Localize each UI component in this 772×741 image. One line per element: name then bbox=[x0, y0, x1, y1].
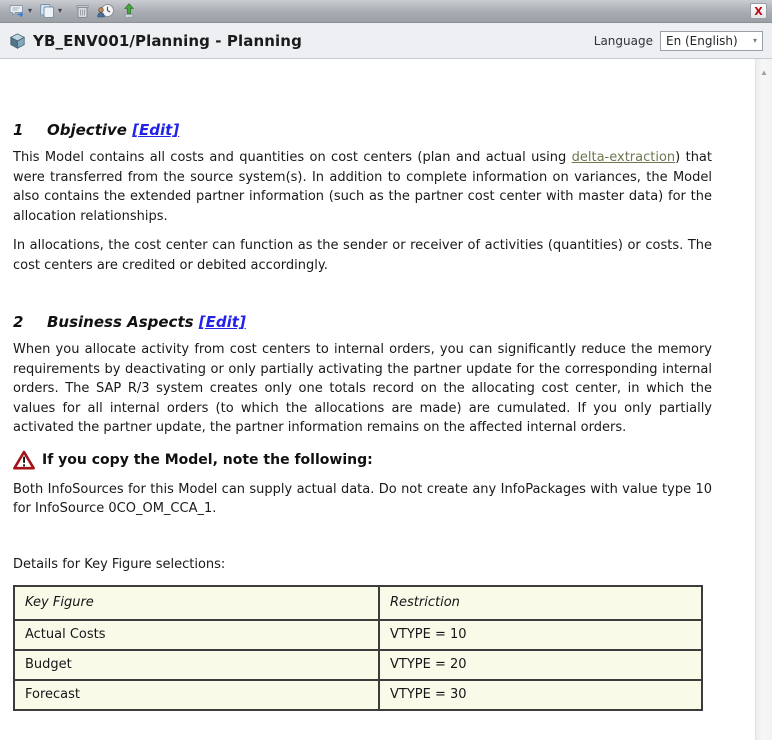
model-cube-icon bbox=[9, 33, 26, 49]
section-2-heading bbox=[13, 313, 712, 331]
copy-dropdown-caret-icon[interactable]: ▾ bbox=[58, 6, 63, 15]
language-select[interactable] bbox=[660, 31, 763, 51]
key-figure-table bbox=[13, 585, 703, 711]
column-header-restriction: Restriction bbox=[379, 586, 702, 620]
table-row bbox=[14, 650, 702, 680]
table-cell: VTYPE = 10 bbox=[379, 620, 702, 650]
section-2-edit-link[interactable]: [Edit] bbox=[198, 313, 246, 331]
section-1-heading bbox=[13, 121, 712, 139]
table-header-row bbox=[14, 586, 702, 620]
publish-button[interactable] bbox=[119, 1, 139, 21]
publish-icon bbox=[121, 3, 137, 19]
page-title: YB_ENV001/Planning - Planning bbox=[33, 31, 302, 50]
scroll-up-button[interactable]: ▲ bbox=[756, 64, 772, 81]
warning-body: Both InfoSources for this Model can supply actual data. Do not create any InfoPackages with value type 10 for InfoSource 0CO_OM_CCA_1. bbox=[13, 481, 712, 516]
warning-triangle-icon bbox=[13, 450, 35, 470]
warning-heading bbox=[13, 450, 712, 470]
column-header-key-figure: Key Figure bbox=[14, 586, 379, 620]
table-row bbox=[14, 680, 702, 710]
section-2-number: 2 bbox=[13, 313, 24, 331]
table-caption: Details for Key Figure selections: bbox=[13, 556, 226, 572]
table-row bbox=[14, 620, 702, 650]
comment-dropdown-caret-icon[interactable]: ▾ bbox=[28, 6, 33, 15]
language-label: Language bbox=[593, 33, 653, 48]
table-cell: Actual Costs bbox=[14, 620, 379, 650]
language-value: En (English) bbox=[666, 33, 738, 48]
toolbar bbox=[0, 0, 772, 23]
header bbox=[0, 23, 772, 59]
warning-heading-text: If you copy the Model, note the following: bbox=[42, 451, 373, 468]
delta-extraction-link[interactable]: delta-extraction bbox=[571, 150, 676, 165]
table-cell: Forecast bbox=[14, 680, 379, 710]
delete-button[interactable] bbox=[73, 1, 92, 21]
section-2-title: Business Aspects bbox=[47, 313, 194, 331]
user-clock-icon bbox=[96, 3, 115, 19]
section-1-number: 1 bbox=[13, 121, 24, 139]
comment-icon bbox=[8, 3, 25, 19]
table-cell: VTYPE = 30 bbox=[379, 680, 702, 710]
vertical-scrollbar[interactable] bbox=[755, 59, 772, 740]
comment-button[interactable] bbox=[6, 1, 27, 21]
table-cell: VTYPE = 20 bbox=[379, 650, 702, 680]
paragraph-text: ) that were transferred from the source system(s). In addition to complete information on variances, the Model also contains the extended partner information (such as the partner cost center with master data) for the allocation relationships. bbox=[13, 150, 712, 224]
section-1-edit-link[interactable]: [Edit] bbox=[132, 121, 180, 139]
section-1-title: Objective bbox=[47, 121, 127, 139]
section-2-paragraph-1: When you allocate activity from cost centers to internal orders, you can significantly reduce the memory requirements by deactivating or only partially activating the partner update for the corresponding internal orders. The SAP R/3 system creates only one totals record on the allocating cost center, in which the values for all internal orders (to which the allocations are made) are cumulated. If you only partially activated the partner update, the partner information remains on the affected internal orders. bbox=[13, 342, 712, 435]
section-1-paragraph-2: In allocations, the cost center can function as the sender or receiver of activities (quantities) or costs. The cost centers are credited or debited accordingly. bbox=[13, 238, 712, 273]
close-button[interactable]: X bbox=[750, 3, 767, 19]
table-cell: Budget bbox=[14, 650, 379, 680]
content-area bbox=[0, 59, 772, 740]
copy-document-icon bbox=[39, 3, 55, 19]
history-button[interactable] bbox=[94, 1, 117, 21]
trash-icon bbox=[75, 3, 90, 19]
document bbox=[0, 59, 772, 711]
section-1-paragraph-1 bbox=[13, 148, 712, 226]
copy-button[interactable] bbox=[37, 1, 57, 21]
language-caret-icon: ▾ bbox=[752, 36, 757, 45]
paragraph-text: This Model contains all costs and quantities on cost centers (plan and actual using bbox=[13, 150, 572, 165]
